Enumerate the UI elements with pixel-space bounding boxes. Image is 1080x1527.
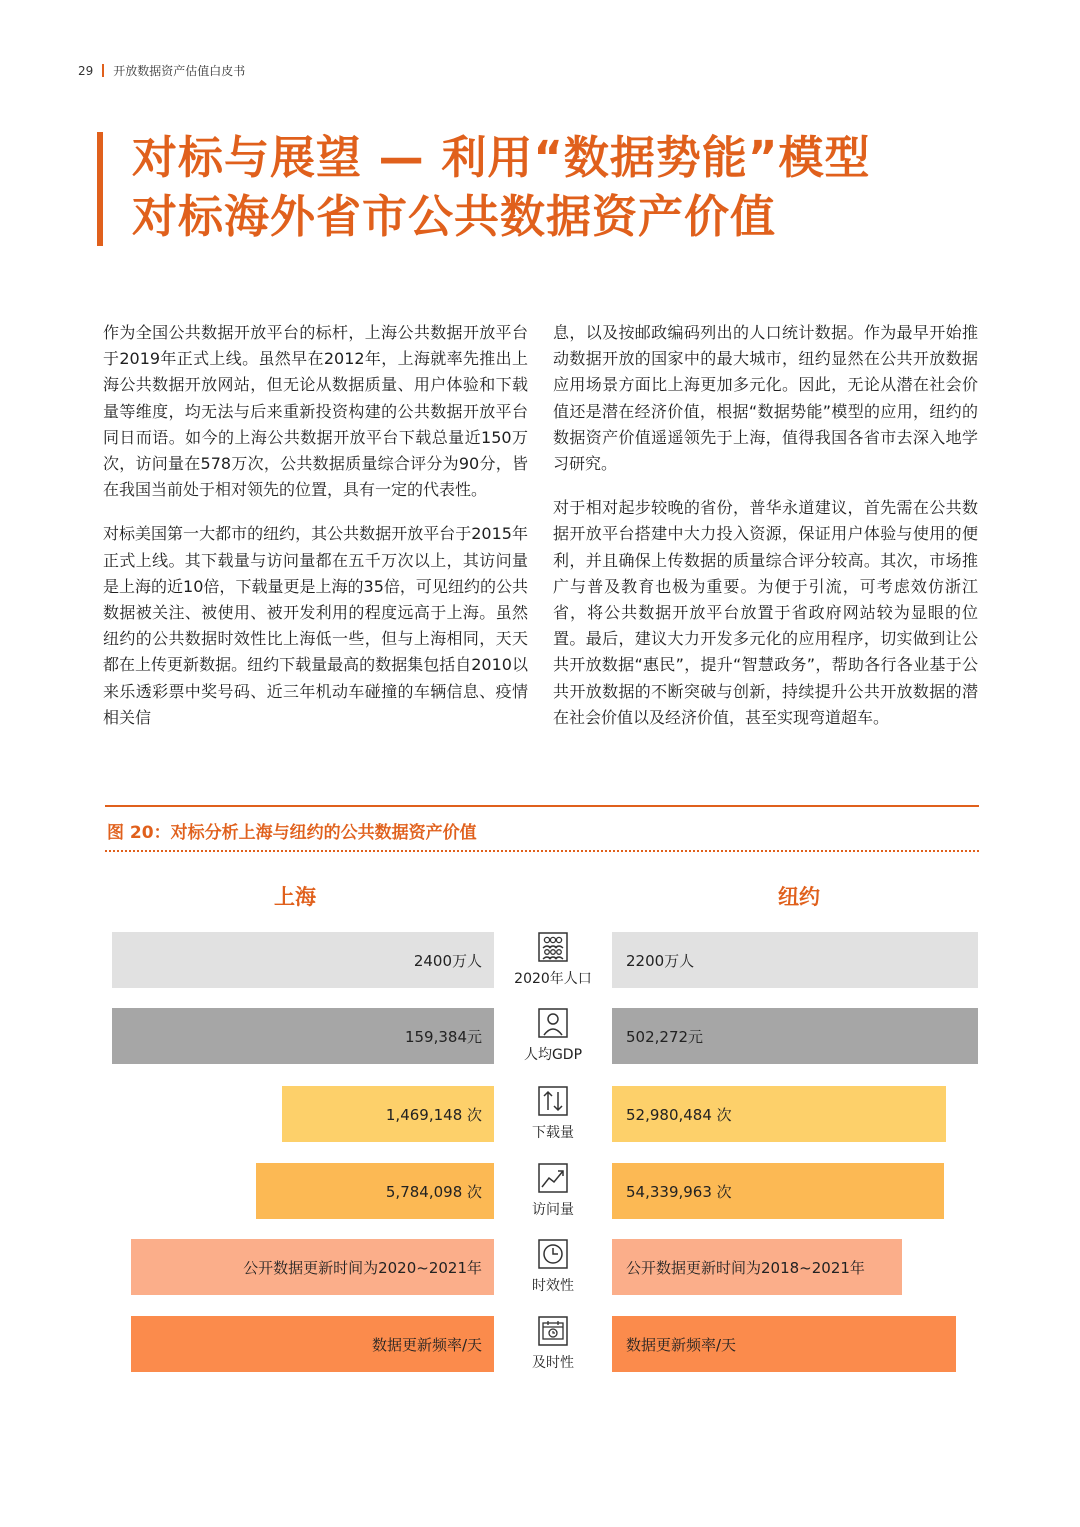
row-visits-label: 访问量: [494, 1163, 612, 1219]
shanghai-population-bar: 2400万人: [112, 932, 494, 988]
people-icon: [538, 932, 568, 962]
page-header: [78, 62, 245, 79]
clock-icon: [538, 1239, 568, 1269]
shanghai-downloads-bar: 1,469,148 次: [282, 1086, 494, 1142]
newyork-gdp-bar: 502,272元: [612, 1008, 978, 1064]
paragraph: 对于相对起步较晚的省份，普华永道建议，首先需在公共数据开放平台搭建中大力投入资源，保证用户体验与使用的便利，并且确保上传数据的质量综合评分较高。其次，市场推广与普及教育也极为重要。为便于引流，可考虑效仿浙江省，将公共数据开放平台放置于省政府网站较为显眼的位置。最后，建议大力开发多元化的应用程序，切实做到让公共开放数据“惠民”，提升“智慧政务”，帮助各行各业基于公共开放数据的不断突破与创新，持续提升公共开放数据的潜在社会价值以及经济价值，甚至实现弯道超车。: [553, 498, 978, 727]
paragraph: 息，以及按邮政编码列出的人口统计数据。作为最早开始推动数据开放的国家中的最大城市，纽约显然在公共开放数据应用场景方面比上海更加多元化。因此，无论从潜在社会价值还是潜在经济价值，根据“数据势能”模型的应用，纽约的数据资产价值遥遥领先于上海，值得我国各省市去深入地学习研究。: [553, 323, 978, 474]
title-line-2: 对标海外省市公共数据资产价值: [132, 190, 777, 243]
figure-top-rule: [105, 805, 979, 807]
title-line-1: 对标与展望 — 利用“数据势能”模型: [132, 131, 871, 184]
paragraph: 对标美国第一大都市的纽约，其公共数据开放平台于2015年正式上线。其下载量与访问量都在五千万次以上，其访问量是上海的近10倍，下载量更是上海的35倍，可见纽约的公共数据被关注、被使用、被开发利用的程度远高于上海。虽然纽约的公共数据时效性比上海低一些，但与上海相同，天天都在上传更新数据。纽约下载量最高的数据集包括自2010以来乐透彩票中奖号码、近三年机动车碰撞的车辆信息、疫情相关信: [103, 524, 528, 727]
person-icon: [538, 1008, 568, 1038]
row-downloads-label: 下载量: [494, 1086, 612, 1142]
figure-caption: 图 20：对标分析上海与纽约的公共数据资产价值: [107, 823, 477, 843]
newyork-downloads-bar: 52,980,484 次: [612, 1086, 946, 1142]
city-label-newyork: 纽约: [778, 885, 820, 909]
row-gdp-label: 人均GDP: [494, 1008, 612, 1064]
newyork-timeliness-bar: 公开数据更新时间为2018~2021年: [612, 1239, 902, 1295]
body-column-right: [553, 320, 978, 749]
city-label-shanghai: 上海: [274, 885, 316, 909]
newyork-visits-bar: 54,339,963 次: [612, 1163, 944, 1219]
chart-icon: [538, 1163, 568, 1193]
figure-dotted-rule: [105, 850, 979, 852]
row-population-label: 2020年人口: [494, 932, 612, 988]
title-accent-bar: [97, 132, 103, 246]
row-frequency-label: 及时性: [494, 1316, 612, 1372]
header-divider: [102, 64, 104, 77]
shanghai-visits-bar: 5,784,098 次: [256, 1163, 494, 1219]
document-title: 开放数据资产估值白皮书: [113, 64, 246, 78]
page-title: [132, 128, 870, 246]
paragraph: 作为全国公共数据开放平台的标杆，上海公共数据开放平台于2019年正式上线。虽然早在2012年，上海就率先推出上海公共数据开放网站，但无论从数据质量、用户体验和下载量等维度，均无法与后来重新投资构建的公共数据开放平台同日而语。如今的上海公共数据开放平台下载总量近150万次，访问量在578万次，公共数据质量综合评分为90分，皆在我国当前处于相对领先的位置，具有一定的代表性。: [103, 323, 528, 500]
newyork-frequency-bar: 数据更新频率/天: [612, 1316, 956, 1372]
body-column-left: [103, 320, 528, 749]
shanghai-frequency-bar: 数据更新频率/天: [131, 1316, 494, 1372]
newyork-population-bar: 2200万人: [612, 932, 978, 988]
download-icon: [538, 1086, 568, 1116]
page-number: 29: [78, 63, 94, 78]
shanghai-timeliness-bar: 公开数据更新时间为2020~2021年: [131, 1239, 494, 1295]
calendar-icon: [538, 1316, 568, 1346]
shanghai-gdp-bar: 159,384元: [112, 1008, 494, 1064]
row-timeliness-label: 时效性: [494, 1239, 612, 1295]
